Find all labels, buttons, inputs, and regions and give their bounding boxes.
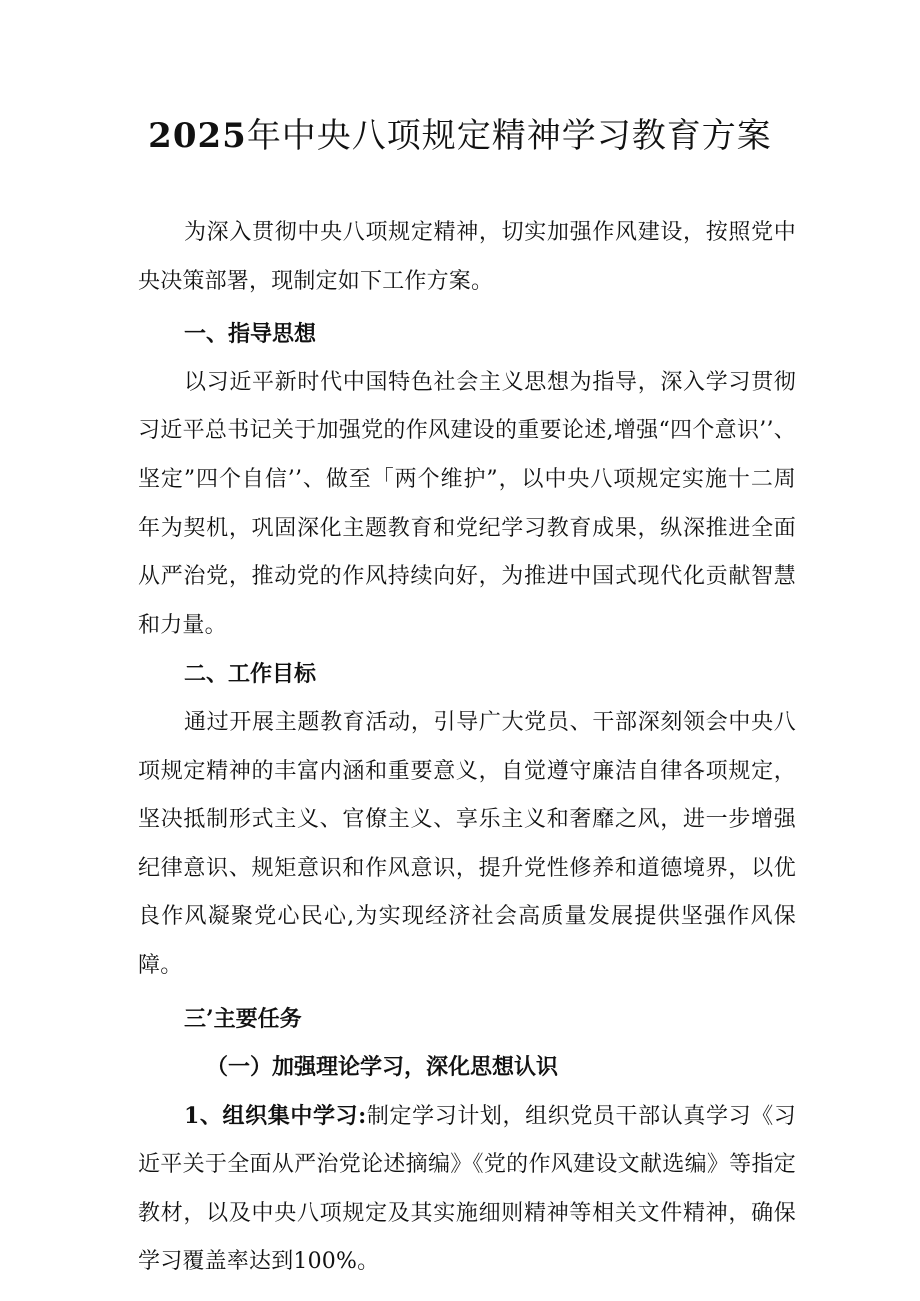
title-year: 2025 — [148, 116, 247, 156]
item1-text: 制定学习计划，组织党员干部认真学习《习近平关于全面从严治党论述摘编》《党的作风建设文献选编》等指定教材，以及中央八项规定及其实施细则精神等相关文件精神，确保学习覆盖率达到100%。 — [138, 1103, 796, 1275]
item1-paragraph — [138, 1092, 796, 1287]
section2-paragraph: 通过开展主题教育活动，引导广大党员、干部深刻领会中央八项规定精神的丰富内涵和重要意义，自觉遵守廉洁自律各项规定，坚决抵制形式主义、官僚主义、享乐主义和奢靡之风，进一步增强纪律意识、规矩意识和作风意识，提升党性修养和道德境界，以优良作风凝聚党心民心,为实现经济社会高质量发展提供坚强作风保障。 — [138, 709, 796, 978]
item1-lead: 1、组织集中学习: — [184, 1102, 367, 1129]
document-body — [138, 209, 796, 1287]
section2-heading: 二、工作目标 — [184, 661, 317, 688]
section3-heading: 三’主要任务 — [184, 1005, 302, 1032]
section1-heading: 一、指导思想 — [184, 321, 317, 348]
intro-paragraph: 为深入贯彻中央八项规定精神，切实加强作风建设，按照党中央决策部署，现制定如下工作方案。 — [138, 220, 796, 294]
document-title — [0, 112, 920, 160]
title-text: 年中央八项规定精神学习教育方案 — [246, 116, 772, 156]
section1-paragraph: 以习近平新时代中国特色社会主义思想为指导，深入学习贯彻习近平总书记关于加强党的作风建设的重要论述,增强“四个意识’’、坚定”四个自信’’、做至「两个维护”，以中央八项规定实施十二周年为契机，巩固深化主题教育和党纪学习教育成果，纵深推进全面从严治党，推动党的作风持续向好，为推进中国式现代化贡献智慧和力量。 — [138, 369, 796, 638]
subsection1-heading: （一）加强理论学习，深化思想认识 — [206, 1054, 559, 1081]
